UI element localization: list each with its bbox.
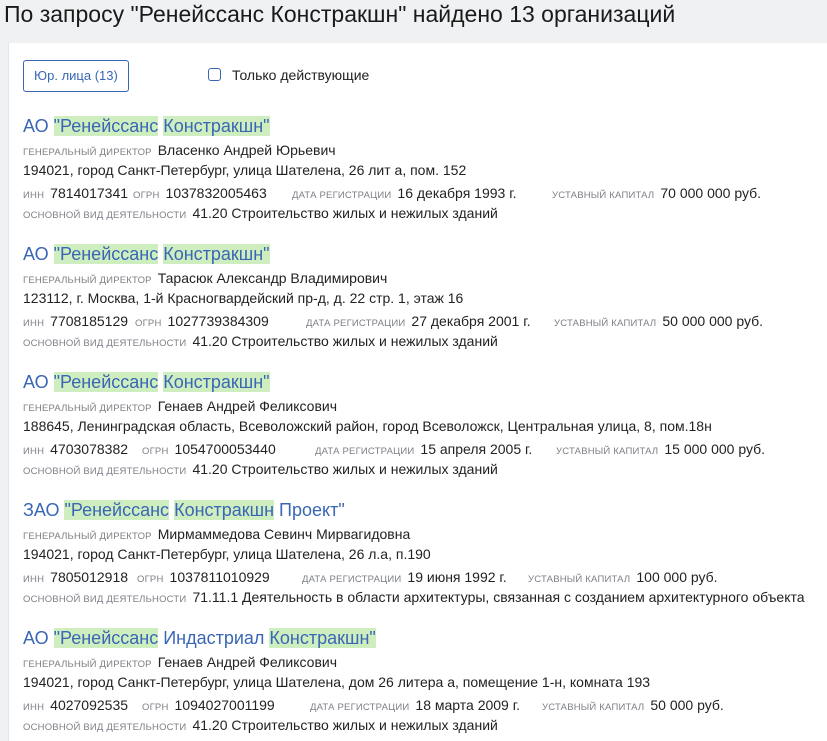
meta-row <box>23 441 823 461</box>
org-title-text: Проект" <box>274 500 345 520</box>
org-title-highlight: Констракшн" <box>269 628 376 648</box>
reg-date-field <box>292 185 516 203</box>
ogrn-value: 1054700053440 <box>174 441 276 457</box>
inn-label: ИНН <box>23 702 45 713</box>
reg-date-value: 27 декабря 2001 г. <box>411 313 531 329</box>
meta-row <box>23 697 823 717</box>
inn-label: ИНН <box>23 318 45 329</box>
inn-value: 4027092535 <box>50 697 129 713</box>
director-label: ГЕНЕРАЛЬНЫЙ ДИРЕКТОР <box>23 659 152 670</box>
results-panel <box>8 43 827 741</box>
reg-date-label: ДАТА РЕГИСТРАЦИИ <box>310 702 410 713</box>
ogrn-label: ОГРН <box>137 574 164 585</box>
reg-date-label: ДАТА РЕГИСТРАЦИИ <box>306 318 406 329</box>
activity-label: ОСНОВНОЙ ВИД ДЕЯТЕЛЬНОСТИ <box>23 210 187 221</box>
org-title-text: АО <box>23 116 54 136</box>
director-row <box>23 270 823 290</box>
org-title-text: АО <box>23 628 54 648</box>
ogrn-field <box>135 313 269 331</box>
inn-field <box>23 697 128 715</box>
inn-label: ИНН <box>23 574 45 585</box>
filters-bar <box>23 60 803 92</box>
page-title: По запросу "Ренейссанс Констракшн" найдено 13 организаций <box>4 1 676 27</box>
inn-label: ИНН <box>23 446 45 457</box>
ogrn-value: 1027739384309 <box>167 313 269 329</box>
ogrn-label: ОГРН <box>133 190 160 201</box>
org-title-text: Индастриал <box>158 628 270 648</box>
director-row <box>23 398 823 418</box>
activity-label: ОСНОВНОЙ ВИД ДЕЯТЕЛЬНОСТИ <box>23 594 187 605</box>
reg-date-value: 19 июня 1992 г. <box>407 569 507 585</box>
capital-label: УСТАВНЫЙ КАПИТАЛ <box>542 702 645 713</box>
inn-value: 4703078382 <box>50 441 129 457</box>
director-row <box>23 142 823 162</box>
activity-value: 41.20 Строительство жилых и нежилых зданий <box>192 205 498 221</box>
org-title-highlight: "Ренейссанс <box>53 244 159 264</box>
ogrn-value: 1037832005463 <box>165 185 267 201</box>
address-row <box>23 418 823 438</box>
address-row <box>23 162 823 182</box>
ogrn-field <box>142 697 275 715</box>
ogrn-label: ОГРН <box>142 446 169 457</box>
activity-value: 71.11.1 Деятельность в области архитектуры, связанная с созданием архитектурного объекта <box>192 589 805 605</box>
org-title-highlight: Констракшн <box>174 500 275 520</box>
meta-row <box>23 569 823 589</box>
director-name: Власенко Андрей Юрьевич <box>157 142 336 158</box>
ogrn-label: ОГРН <box>142 702 169 713</box>
capital-field <box>552 185 761 203</box>
director-label: ГЕНЕРАЛЬНЫЙ ДИРЕКТОР <box>23 403 152 414</box>
capital-label: УСТАВНЫЙ КАПИТАЛ <box>528 574 631 585</box>
org-address: 123112, г. Москва, 1-й Красногвардейский пр-д, д. 22 стр. 1, этаж 16 <box>23 290 464 306</box>
org-address: 194021, город Санкт-Петербург, улица Шателена, 26 л.а, п.190 <box>23 546 431 562</box>
activity-value: 41.20 Строительство жилых и нежилых зданий <box>192 717 498 733</box>
org-card <box>23 627 823 737</box>
org-card <box>23 115 823 225</box>
director-name: Генаев Андрей Феликсович <box>157 398 338 414</box>
org-title-link[interactable] <box>23 627 823 649</box>
org-title-highlight: "Ренейссанс <box>53 372 159 392</box>
activity-value: 41.20 Строительство жилых и нежилых зданий <box>192 333 498 349</box>
org-address: 188645, Ленинградская область, Всеволожский район, город Всеволожск, Центральная улица, 8, пом.18н <box>23 418 712 434</box>
ogrn-field <box>137 569 270 587</box>
org-title-highlight: "Ренейссанс <box>53 628 159 648</box>
address-row <box>23 290 823 310</box>
inn-value: 7805012918 <box>50 569 129 585</box>
director-row <box>23 654 823 674</box>
reg-date-field <box>306 313 530 331</box>
active-only-label: Только действующие <box>232 67 370 83</box>
org-title-highlight: Констракшн" <box>163 244 270 264</box>
capital-field <box>528 569 718 587</box>
capital-value: 100 000 руб. <box>636 569 718 585</box>
director-label: ГЕНЕРАЛЬНЫЙ ДИРЕКТОР <box>23 531 152 542</box>
ogrn-value: 1037811010929 <box>169 569 270 585</box>
capital-field <box>556 441 765 459</box>
reg-date-value: 16 декабря 1993 г. <box>397 185 517 201</box>
ogrn-value: 1094027001199 <box>174 697 275 713</box>
org-title-highlight: Констракшн" <box>163 116 270 136</box>
director-name: Генаев Андрей Феликсович <box>157 654 338 670</box>
capital-label: УСТАВНЫЙ КАПИТАЛ <box>554 318 657 329</box>
inn-label: ИНН <box>23 190 45 201</box>
activity-label: ОСНОВНОЙ ВИД ДЕЯТЕЛЬНОСТИ <box>23 466 187 477</box>
org-title-text: АО <box>23 372 54 392</box>
tab-legal-entities[interactable]: Юр. лица (13) <box>23 60 129 92</box>
activity-label: ОСНОВНОЙ ВИД ДЕЯТЕЛЬНОСТИ <box>23 722 187 733</box>
org-title-text: ЗАО <box>23 500 65 520</box>
activity-row <box>23 205 823 225</box>
org-title-link[interactable] <box>23 371 823 393</box>
activity-row <box>23 589 823 609</box>
address-row <box>23 546 823 566</box>
capital-field <box>554 313 763 331</box>
org-title-link[interactable] <box>23 243 823 265</box>
activity-row <box>23 717 823 737</box>
active-only-checkbox[interactable] <box>208 68 221 81</box>
org-address: 194021, город Санкт-Петербург, улица Шателена, дом 26 литера а, помещение 1-н, комната 193 <box>23 674 651 690</box>
capital-value: 50 000 руб. <box>650 697 724 713</box>
capital-value: 70 000 000 руб. <box>660 185 762 201</box>
org-card <box>23 371 823 481</box>
capital-label: УСТАВНЫЙ КАПИТАЛ <box>556 446 659 457</box>
capital-field <box>542 697 724 715</box>
ogrn-label: ОГРН <box>135 318 162 329</box>
activity-row <box>23 461 823 481</box>
ogrn-field <box>133 185 267 203</box>
activity-value: 41.20 Строительство жилых и нежилых зданий <box>192 461 498 477</box>
org-title-highlight: Констракшн" <box>163 372 270 392</box>
director-label: ГЕНЕРАЛЬНЫЙ ДИРЕКТОР <box>23 147 152 158</box>
capital-label: УСТАВНЫЙ КАПИТАЛ <box>552 190 655 201</box>
director-name: Тарасюк Александр Владимирович <box>157 270 388 286</box>
org-title-link[interactable] <box>23 499 823 521</box>
inn-value: 7814017341 <box>50 185 129 201</box>
org-title-highlight: "Ренейссанс <box>64 500 170 520</box>
director-label: ГЕНЕРАЛЬНЫЙ ДИРЕКТОР <box>23 275 152 286</box>
org-title-text: АО <box>23 244 54 264</box>
reg-date-label: ДАТА РЕГИСТРАЦИИ <box>292 190 392 201</box>
reg-date-value: 15 апреля 2005 г. <box>420 441 533 457</box>
inn-value: 7708185129 <box>50 313 129 329</box>
inn-field <box>23 569 128 587</box>
org-card <box>23 243 823 353</box>
reg-date-label: ДАТА РЕГИСТРАЦИИ <box>315 446 415 457</box>
activity-label: ОСНОВНОЙ ВИД ДЕЯТЕЛЬНОСТИ <box>23 338 187 349</box>
org-title-highlight: "Ренейссанс <box>53 116 159 136</box>
ogrn-field <box>142 441 276 459</box>
org-card <box>23 499 823 609</box>
inn-field <box>23 185 128 203</box>
reg-date-label: ДАТА РЕГИСТРАЦИИ <box>302 574 402 585</box>
reg-date-field <box>310 697 520 715</box>
meta-row <box>23 185 823 205</box>
reg-date-field <box>315 441 532 459</box>
meta-row <box>23 313 823 333</box>
capital-value: 15 000 000 руб. <box>664 441 766 457</box>
director-name: Мирмаммедова Севинч Мирвагидовна <box>157 526 411 542</box>
activity-row <box>23 333 823 353</box>
reg-date-value: 18 марта 2009 г. <box>415 697 521 713</box>
capital-value: 50 000 000 руб. <box>662 313 764 329</box>
director-row <box>23 526 823 546</box>
inn-field <box>23 313 128 331</box>
reg-date-field <box>302 569 507 587</box>
org-address: 194021, город Санкт-Петербург, улица Шателена, 26 лит а, пом. 152 <box>23 162 467 178</box>
inn-field <box>23 441 128 459</box>
org-title-link[interactable] <box>23 115 823 137</box>
address-row <box>23 674 823 694</box>
